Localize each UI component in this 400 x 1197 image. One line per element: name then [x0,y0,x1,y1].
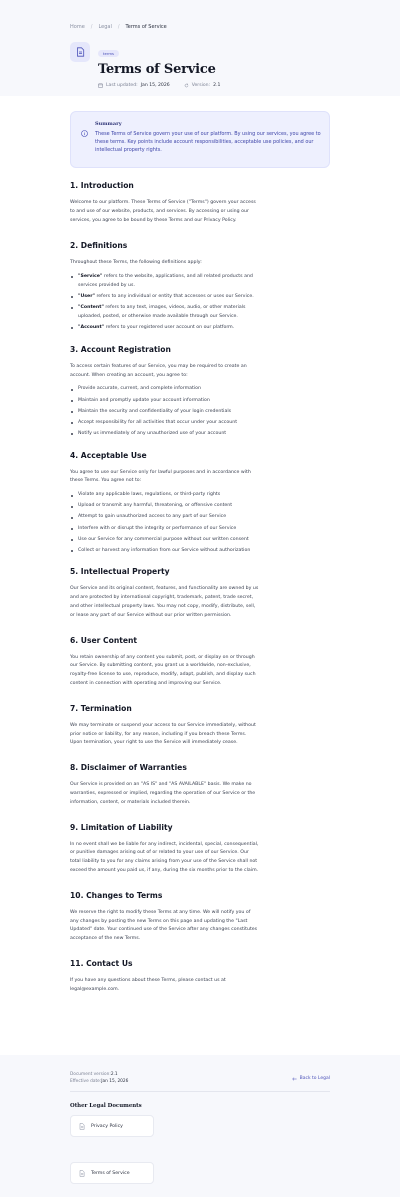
section-limitation-of-liability [70,823,330,876]
section-title: 5. Intellectual Property [70,567,170,577]
list-item: Collect or harvest any information from our Service without authorization [70,547,260,556]
section-title: 2. Definitions [70,241,128,251]
section-disclaimer [70,763,330,807]
summary-box [70,111,330,168]
calendar-icon [98,83,103,88]
doc-version-value: 2.1 [110,1072,118,1077]
section-text: We may terminate or suspend your access to our Service immediately, without prior notice or liability, for any reason, including if you breach these Terms. Upon termination, your right to use the Service will immediately cease. [70,722,256,746]
section-title: 9. Limitation of Liability [70,822,173,832]
list-item: Violate any applicable laws, regulations, or third-party rights [70,491,260,500]
section-changes-to-terms [70,891,330,944]
section-title: 3. Account Registration [70,344,171,354]
document-link-label: Privacy Policy [91,1123,123,1129]
version-label: Version: [191,83,211,88]
section-text: In no event shall we be liable for any indirect, incidental, special, consequential, or punitive damages arising out of or related to your use of our Service. Our total liability to you for any claims arising from your use of the Service shall not exceed the amount you paid us, if any, during the six months prior to the claim. [70,841,259,874]
document-icon [70,42,90,62]
list-item: "Account" refers to your registered user account on our platform. [70,324,260,333]
section-definitions [70,241,330,332]
page-title: Terms of Service [98,62,216,77]
list-item: Maintain the security and confidentiality of your login credentials [70,408,260,417]
document-info [70,1072,128,1085]
effective-date-label: Effective date: [70,1078,102,1084]
list-item: Upload or transmit any harmful, threatening, or offensive content [70,502,260,511]
document-meta [98,83,220,88]
summary-text: These Terms of Service govern your use of our platform. By using our services, you agree to these terms. Key points include account responsibilities, acceptable use policies, and our intellectual property rights. [95,131,321,153]
section-text: We reserve the right to modify these Terms at any time. We will notify you of any changes by posting the new Terms on this page and updating the "Last Updated" date. Your continued use of the Service after any changes constitutes acceptance of the new Terms. [70,909,258,942]
list-item: Use our Service for any commercial purpose without our written consent [70,536,260,545]
section-text: Welcome to our platform. These Terms of Service ("Terms") govern your access to and use of our website, products, and services. By accessing or using our services, you agree to be bound by these Terms and our Privacy Policy. [70,200,256,223]
list-item: Maintain and promptly update your account information [70,397,260,406]
list-item: Interfere with or disrupt the integrity or performance of our Service [70,525,260,534]
section-acceptable-use [70,451,330,556]
arrow-left-icon [292,1077,297,1081]
section-title: 11. Contact Us [70,959,133,969]
acceptable-use-list [70,491,330,555]
section-text: Throughout these Terms, the following definitions apply: [70,260,202,266]
list-item: Notify us immediately of any unauthorized use of your account [70,430,260,439]
version-value: 2.1 [213,83,221,88]
other-documents-title: Other Legal Documents [70,1103,142,1109]
section-title: 1. Introduction [70,181,134,190]
list-item: "User" refers to any individual or entity that accesses or uses our Service. [70,293,260,302]
section-text: Our Service and its original content, features, and functionality are owned by us and are protected by international copyright, trademark, patent, trade secret, and other intellectual property laws. You may not copy, modify, distribute, sell, or lease any part of our Service without our prior written permission. [70,586,259,618]
effective-date-value: Jan 15, 2026 [101,1078,129,1084]
footer-divider [70,1091,330,1092]
terms-content [0,181,400,995]
document-tag: terms [98,50,119,57]
document-link-label: Terms of Service [91,1170,130,1176]
section-introduction [70,181,330,225]
breadcrumb [70,24,330,30]
section-text: You agree to use our Service only for lawful purposes and in accordance with these Terms. You agree not to: [70,469,251,484]
section-termination [70,704,330,748]
section-text: If you have any questions about these Terms, please contact us at legal@example.com. [70,978,226,992]
section-text: You retain ownership of any content you submit, post, or display on or through our Service. By submitting content, you grant us a worldwide, non-exclusive, royalty-free license to use, reproduce, modify, adapt, publish, and display such content in connection with operating and improving our Service. [70,654,256,687]
section-text: Our Service is provided on an "AS IS" and "AS AVAILABLE" basis. We make no warranties, expressed or implied, regarding the operation of our Service or the information, content, or materials included therein. [70,782,256,805]
document-icon [79,1170,85,1177]
breadcrumb-legal[interactable]: Legal [98,24,112,30]
section-title: 6. User Content [70,635,138,645]
section-title: 8. Disclaimer of Warranties [70,763,187,773]
section-user-content [70,636,330,689]
breadcrumb-separator: / [117,24,120,30]
breadcrumb-current: Terms of Service [125,24,167,30]
breadcrumb-separator: / [90,24,93,30]
section-contact-us [70,959,330,995]
section-title: 10. Changes to Terms [70,890,163,900]
list-item: "Service" refers to the website, applications, and all related products and services provided by us. [70,273,260,291]
section-intellectual-property [70,567,330,620]
last-updated-label: Last updated: [106,83,138,88]
back-to-legal-link[interactable] [292,1076,330,1081]
section-text: To access certain features of our Service, you may be required to create an account. When creating an account, you agree to: [70,363,247,378]
info-icon [81,122,89,158]
section-title: 7. Termination [70,703,132,713]
list-item: Attempt to gain unauthorized access to any part of our Service [70,513,260,522]
account-list [70,385,330,438]
back-to-legal-label: Back to Legal [299,1076,330,1081]
refresh-icon [184,83,189,88]
list-item: "Content" refers to any text, images, videos, audio, or other materials uploaded, posted, or otherwise made available through our Service. [70,304,260,322]
list-item: Provide accurate, current, and complete information [70,385,260,394]
list-item: Accept responsibility for all activities that occur under your account [70,419,260,428]
privacy-policy-link[interactable] [70,1115,154,1137]
definitions-list [70,273,330,333]
page-footer [0,1055,400,1197]
last-updated-value: Jan 15, 2026 [140,83,170,88]
page-header [0,0,400,96]
section-account-registration [70,345,330,439]
terms-of-service-link[interactable] [70,1162,154,1184]
doc-version-label: Document version: [70,1072,111,1077]
section-title: 4. Acceptable Use [70,450,147,460]
document-icon [79,1123,85,1130]
summary-title: Summary [95,121,122,127]
breadcrumb-home[interactable]: Home [70,24,85,30]
